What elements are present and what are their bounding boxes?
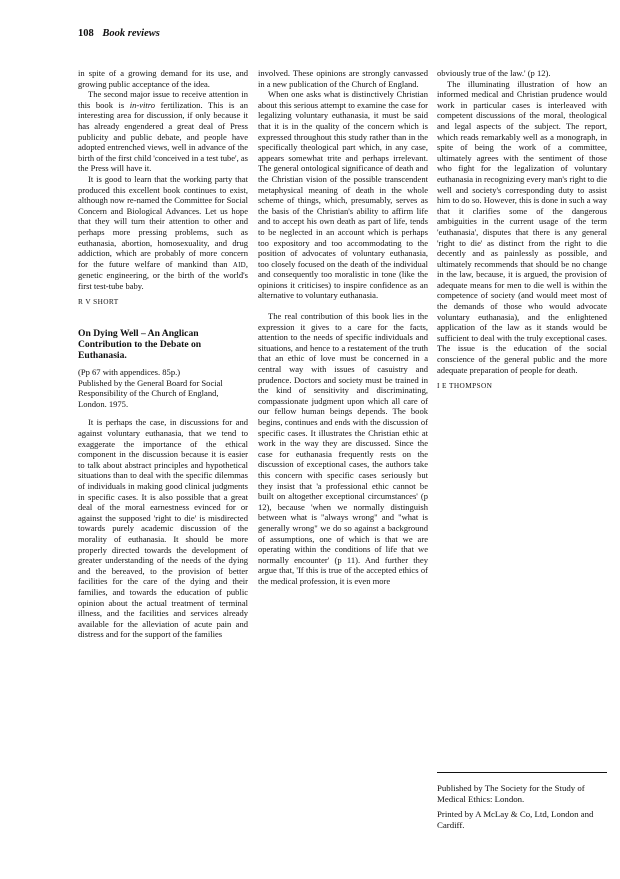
paragraph: It is perhaps the case, in discussions for and against voluntary euthanasia, that we tend to exaggerate the importance of the ethical component in the discussion because it is easier to talk about abstract principles and hypothetical situations than to deal with the specific dilemmas of individuals in making good clinical judgments in specific cases. It is also possible that a great deal of the moral earnestness evinced for or against the supposed 'right to die' is misdirected towards purely academic discussion of the morality of euthanasia. It should be more properly directed towards the development of greater understanding of the needs of the dying and the bereaved, to the provision of better facilities for the care of the dying and their families, and towards the education of public opinion about the actual treatment of terminal illness, and the facilities and services already available for the alleviation of acute pain and distress and for the support of the families: [78, 417, 248, 640]
column-1: [78, 68, 248, 640]
paragraph: The real contribution of this book lies in the expression it gives to a care for the facts, attention to the needs of specific individuals and situations, and hence to a restatement of the truth that an ethic of love must be concerned in a central way with issues of casuistry and prudence. Doctors and society must be trained in the kind of sensitivity and discriminating, compassionate judgment upon which all care of our fellow human beings depends. The book begins, continues and ends with the discussion of specific cases. It illustrates the Christian ethic at work in the way they are discussed. Since the case for euthanasia frequently rests on the discussion of exceptional cases, the authors take this concern with specific cases seriously but they insist that 'a professional ethic cannot be built on altogether exceptional circumstances' (p 12), because 'when we normally distinguish between what is "always wrong" and "what is generally wrong" we do so against a background of assumptions, one of which is that we are operating within the conditions of life that we normally encounter' (p 11). And further they argue that, 'If this is true of the accepted ethics of the medical profession, it is even more: [258, 311, 428, 586]
reviewer-signature: R V SHORT: [78, 297, 119, 307]
book-details: [78, 367, 248, 409]
text: It is good to learn that the working party that produced this excellent book continues to exist, although now re-named the Committee for Social Concern and Biological Advances. Let us hope that they will turn their attention to other and perhaps more pressing problems, such as euthanasia, abortion, homosexuality, and drug addiction, which are probably of more concern for the future welfare of mankind than: [78, 173, 248, 269]
paragraph: involved. These opinions are strongly canvassed in a new publication of the Church of England.: [258, 68, 428, 89]
reviewer-signature: I E THOMPSON: [437, 381, 493, 391]
paragraph: The illuminating illustration of how an informed medical and Christian prudence would work in particular cases is interleaved with competent discussions of the moral, theological and legal aspects of the subject. The report, which reads remarkably well as a monograph, in spite of being the work of a committee, ultimately agrees with the sentiment of those who fight for the legalization of voluntary euthanasia in recognizing every man's right to die well and society's corresponding duty to assist him to do so. However, this is done in such a way that it clarifies some of the dangerous ambiguities in the current usage of the term 'euthanasia', disputes that there is any general 'right to die' as distinct from the right to die decently and as painlessly as possible, and ultimately recommends that should be no change in the law, because, it is argued, the provision of adequate means for men to die well is within the competence of society (and would meet most of the demands of those who would advocate voluntary euthanasia), and the enlightened application of the law as it stands would be sufficient to deal with the truly exceptional cases. The issue is the education of the social conscience of the general public and the more adequate preparation of people for death.: [437, 78, 607, 375]
paragraph: When one asks what is distinctively Christian about this serious attempt to examine the case for legalizing voluntary euthanasia, it must be said that it is in the quality of the concern which is expressed throughout this study rather than in the specifically theological part which, in any case, appears somewhat trite and perhaps irrelevant. The general ontological significance of death and the Christian vision of the possible transcendent metaphysical meaning of death in the whole scheme of things, which, presumably, serves as the basis of the Christian's ability to affirm life and to accept his own death as part of life, tends to be neglected in an account which is perhaps too expository and too accommodating to the position of advocates of voluntary euthanasia, too closely focused on the death of the individual and consequently too moralistic in tone (like the opinions it criticises) to inspire confidence as an alternative to voluntary euthanasia.: [258, 89, 428, 301]
paragraph: [78, 174, 248, 292]
book-pages: (Pp 67 with appendices. 85p.): [78, 367, 181, 378]
paragraph: [78, 89, 248, 174]
page-number: 108: [78, 28, 94, 39]
text: fertilization. This is an interesting area for discussion, if only because it has already engendered a great deal of Press publicity and public debate, and people have adopted entrenched views, well in advance of the birth of the first child 'conceived in a test tube', as the Press will have it.: [78, 99, 248, 174]
running-header: [78, 28, 598, 39]
publisher-line: Published by The Society for the Study of Medical Ethics: London.: [437, 783, 585, 804]
column-3: [437, 68, 607, 392]
text: , genetic engineering, or the birth of the world's first test-tube baby.: [78, 258, 248, 291]
section-title: Book reviews: [102, 28, 160, 39]
paragraph: obviously true of the law.' (p 12).: [437, 68, 551, 78]
paragraph: in spite of a growing demand for its use, and growing public acceptance of the idea.: [78, 68, 248, 89]
book-publisher: Published by the General Board for Social Responsibility of the Church of England, London. 1975.: [78, 377, 223, 409]
review-title: On Dying Well – An Anglican Contribution to the Debate on Euthanasia.: [78, 328, 202, 362]
text: The second major issue to receive attention in this book is: [78, 89, 248, 110]
column-2: [258, 68, 428, 587]
printer-line: Printed by A McLay & Co, Ltd, London and Cardiff.: [437, 809, 594, 830]
imprint: [437, 772, 607, 835]
abbreviation: AID: [232, 260, 246, 269]
italic-term: in-vitro: [129, 99, 156, 110]
